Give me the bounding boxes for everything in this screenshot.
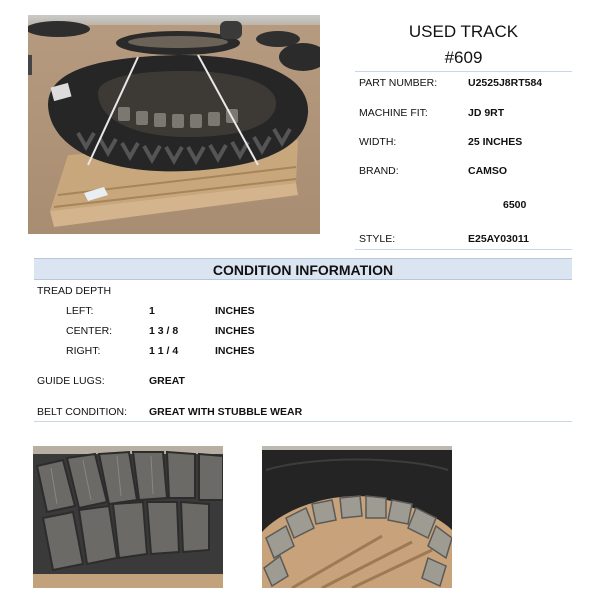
spec-row-machine-fit — [355, 103, 572, 125]
tread-right-unit: INCHES — [215, 345, 255, 357]
tread-depth-label: TREAD DEPTH — [37, 285, 112, 297]
belt-condition-value: GREAT WITH STUBBLE WEAR — [149, 406, 303, 418]
divider — [355, 249, 572, 250]
spec-row-part-number — [355, 73, 572, 95]
guide-lugs-photo — [262, 446, 452, 588]
tread-closeup-photo — [33, 446, 223, 588]
title-track-number: #609 — [444, 48, 483, 67]
divider — [355, 71, 572, 72]
tread-right-value: 1 1 / 4 — [149, 345, 179, 357]
divider — [34, 421, 572, 422]
spec-label: BRAND: — [359, 165, 399, 177]
tread-center-value: 1 3 / 8 — [149, 325, 179, 337]
spec-value: CAMSO — [468, 165, 508, 177]
spec-label: PART NUMBER: — [359, 77, 438, 89]
tread-left-value: 1 — [149, 305, 155, 317]
title-used-track: USED TRACK — [408, 22, 519, 41]
spec-value: JD 9RT — [468, 107, 505, 119]
spec-value: E25AY03011 — [468, 233, 529, 245]
spec-value: U2525J8RT584 — [468, 77, 543, 89]
tread-right-label: RIGHT: — [66, 345, 101, 357]
guide-lugs-label: GUIDE LUGS: — [37, 375, 105, 387]
tread-left-label: LEFT: — [66, 305, 94, 317]
spec-row-width — [355, 132, 572, 154]
spec-label: WIDTH: — [359, 136, 397, 148]
spec-label: MACHINE FIT: — [359, 107, 428, 119]
spec-value: 25 INCHES — [468, 136, 523, 148]
spec-row-style — [355, 229, 572, 251]
tread-left-unit: INCHES — [215, 305, 255, 317]
tread-center-label: CENTER: — [66, 325, 113, 337]
guide-lugs-value: GREAT — [149, 375, 185, 387]
condition-title: CONDITION INFORMATION — [212, 262, 394, 278]
spec-label: STYLE: — [359, 233, 396, 245]
spec-row-brand — [355, 161, 572, 183]
brand-model-number: 6500 — [503, 199, 527, 211]
tread-center-unit: INCHES — [215, 325, 255, 337]
belt-condition-label: BELT CONDITION: — [37, 406, 128, 418]
condition-header-band — [34, 258, 572, 280]
track-main-photo — [28, 15, 320, 234]
